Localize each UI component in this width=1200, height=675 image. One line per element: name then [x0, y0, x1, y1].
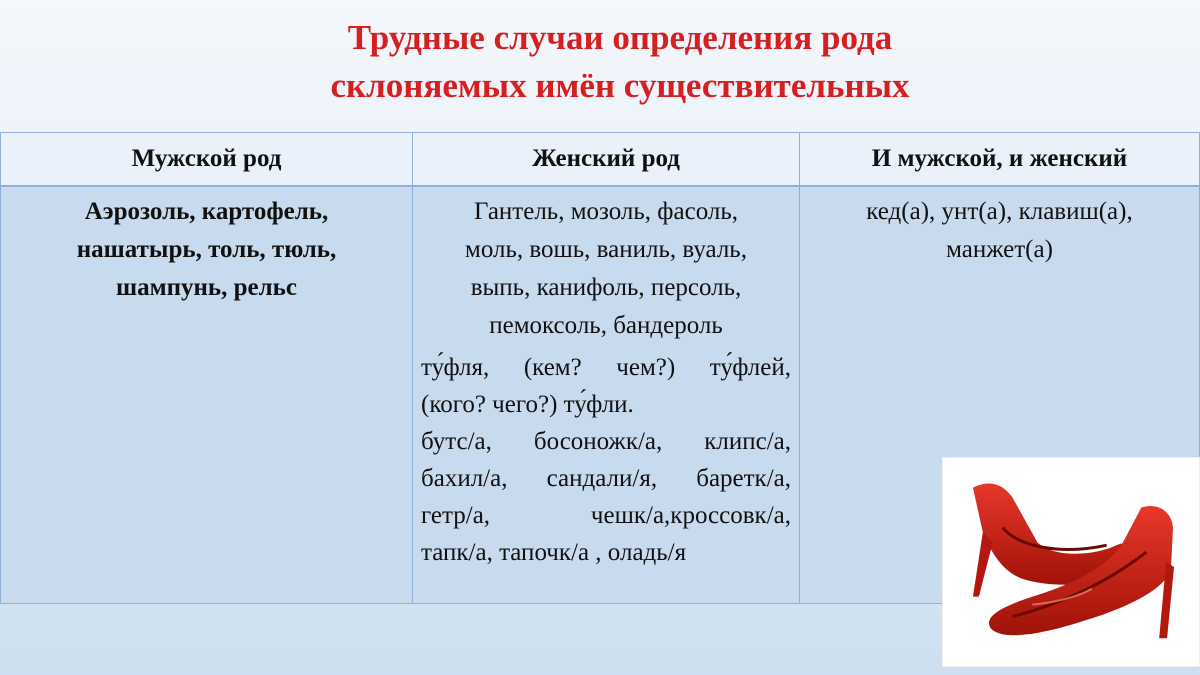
masculine-line: Аэрозоль, картофель, — [84, 198, 329, 225]
both-gender-words — [800, 187, 1199, 269]
red-shoes-image — [942, 457, 1200, 667]
slide-title-line-1: Трудные случаи определения рода — [347, 18, 893, 57]
feminine-line: Гантель, мозоль, фасоль, — [474, 198, 738, 225]
feminine-line: моль, вошь, ваниль, вуаль, — [465, 236, 747, 263]
feminine-plural-line: бахил/а, сандали/я, баретк/а, — [421, 465, 791, 492]
masculine-line: шампунь, рельс — [115, 274, 297, 301]
feminine-plural-words — [413, 345, 799, 571]
feminine-plural-line: гетр/а, чешк/а,кроссовк/а, — [421, 502, 791, 529]
slide-title — [0, 14, 1200, 110]
feminine-words — [413, 187, 799, 345]
feminine-plural-line: ту́фля, (кем? чем?) ту́флей, — [421, 354, 791, 381]
header-feminine: Женский род — [412, 132, 800, 186]
feminine-plural-line: (кого? чего?) ту́фли. — [421, 391, 634, 418]
slide-title-line-2: склоняемых имён существительных — [330, 66, 910, 105]
masculine-words — [1, 187, 412, 307]
feminine-line: выпь, канифоль, персоль, — [470, 274, 742, 301]
header-both: И мужской, и женский — [799, 132, 1200, 186]
both-line: манжет(а) — [946, 236, 1053, 263]
cell-feminine — [412, 186, 800, 604]
masculine-line: нашатырь, толь, тюль, — [76, 236, 337, 263]
both-line: кед(а), унт(а), клавиш(а), — [866, 198, 1133, 225]
header-masculine: Мужской род — [0, 132, 413, 186]
red-shoes-illustration — [943, 458, 1199, 666]
feminine-line: пемоксоль, бандероль — [489, 312, 723, 339]
feminine-plural-line: тапк/а, тапочк/а , оладь/я — [421, 539, 687, 566]
cell-masculine — [0, 186, 413, 604]
feminine-plural-line: бутс/а, босоножк/а, клипс/а, — [421, 428, 791, 455]
